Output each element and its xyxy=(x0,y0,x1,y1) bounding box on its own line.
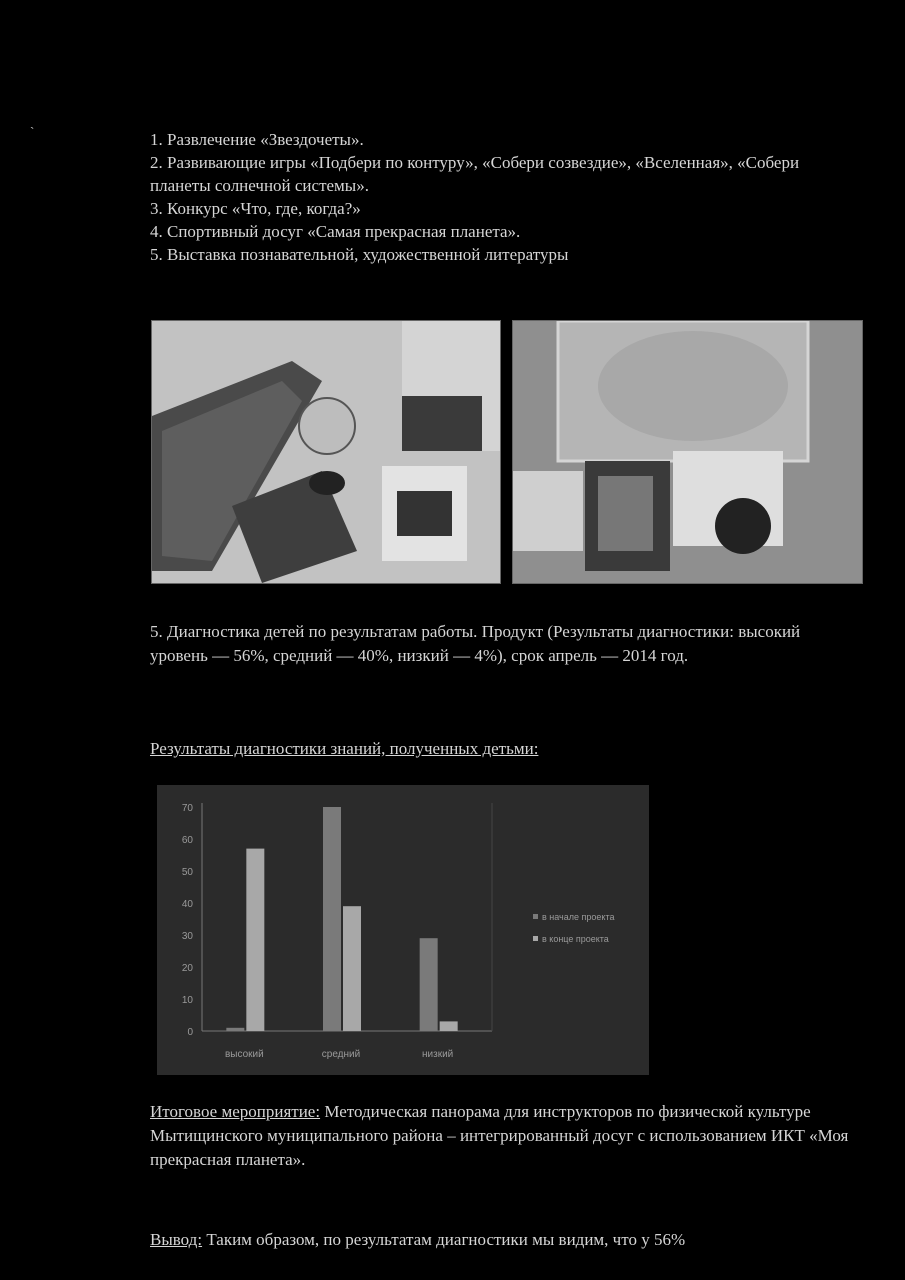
diagnostics-paragraph: 5. Диагностика детей по результатам работы. Продукт (Результаты диагностики: высокий уровень — 56%, средний — 40%, низкий — 4%), срок апрель — 2014 год. xyxy=(150,622,801,665)
legend-swatch xyxy=(533,914,538,919)
chart-svg xyxy=(157,785,649,1075)
y-tick-label: 40 xyxy=(181,899,193,910)
y-tick-label: 10 xyxy=(181,995,193,1006)
x-tick-label: высокий xyxy=(224,1049,264,1060)
conclusion-label: Вывод: xyxy=(150,1230,203,1249)
chart-heading: Результаты диагностики знаний, полученных детьми: xyxy=(150,739,539,758)
list-item: 5. Выставка познавательной, художественной литературы xyxy=(150,245,569,264)
x-tick-label: низкий xyxy=(422,1049,454,1060)
product-label: Итоговое мероприятие: xyxy=(150,1102,321,1121)
y-tick-label: 0 xyxy=(187,1027,193,1038)
product-text: Методическая панорама для инструкторов по физической культуре Мытищинского муниципального района – интегрированный досуг с использованием ИКТ «Моя прекрасная планета». xyxy=(150,1102,849,1169)
activity-list xyxy=(150,128,850,266)
bar xyxy=(226,1028,244,1031)
legend-swatch xyxy=(533,936,538,941)
list-item: 4. Спортивный досуг «Самая прекрасная планета». xyxy=(150,222,521,241)
page-mark: ` xyxy=(30,124,35,139)
legend-label: в начале проекта xyxy=(542,912,615,922)
list-item: 2. Развивающие игры «Подбери по контуру», «Собери созвездие», «Вселенная», «Собери планеты солнечной системы». xyxy=(150,153,800,195)
y-tick-label: 60 xyxy=(181,835,193,846)
bar xyxy=(246,849,264,1031)
conclusion-paragraph xyxy=(150,1228,850,1252)
bar xyxy=(440,1021,458,1031)
x-tick-label: средний xyxy=(321,1049,361,1060)
bar xyxy=(323,807,341,1031)
y-tick-label: 50 xyxy=(181,867,193,878)
legend-label: в конце проекта xyxy=(542,934,609,944)
conclusion-text: Таким образом, по результатам диагностики мы видим, что у 56% xyxy=(202,1230,686,1249)
bar xyxy=(420,938,438,1031)
y-tick-label: 20 xyxy=(181,963,193,974)
product-paragraph xyxy=(150,1100,850,1172)
y-tick-label: 30 xyxy=(181,931,193,942)
list-item: 3. Конкурс «Что, где, когда?» xyxy=(150,199,361,218)
bar xyxy=(343,906,361,1031)
diagnostics-chart xyxy=(157,785,649,1075)
photo-space-poster xyxy=(512,320,863,584)
list-item: 1. Развлечение «Звездочеты». xyxy=(150,130,364,149)
y-tick-label: 70 xyxy=(181,803,193,814)
photo-books-globe xyxy=(151,320,501,584)
